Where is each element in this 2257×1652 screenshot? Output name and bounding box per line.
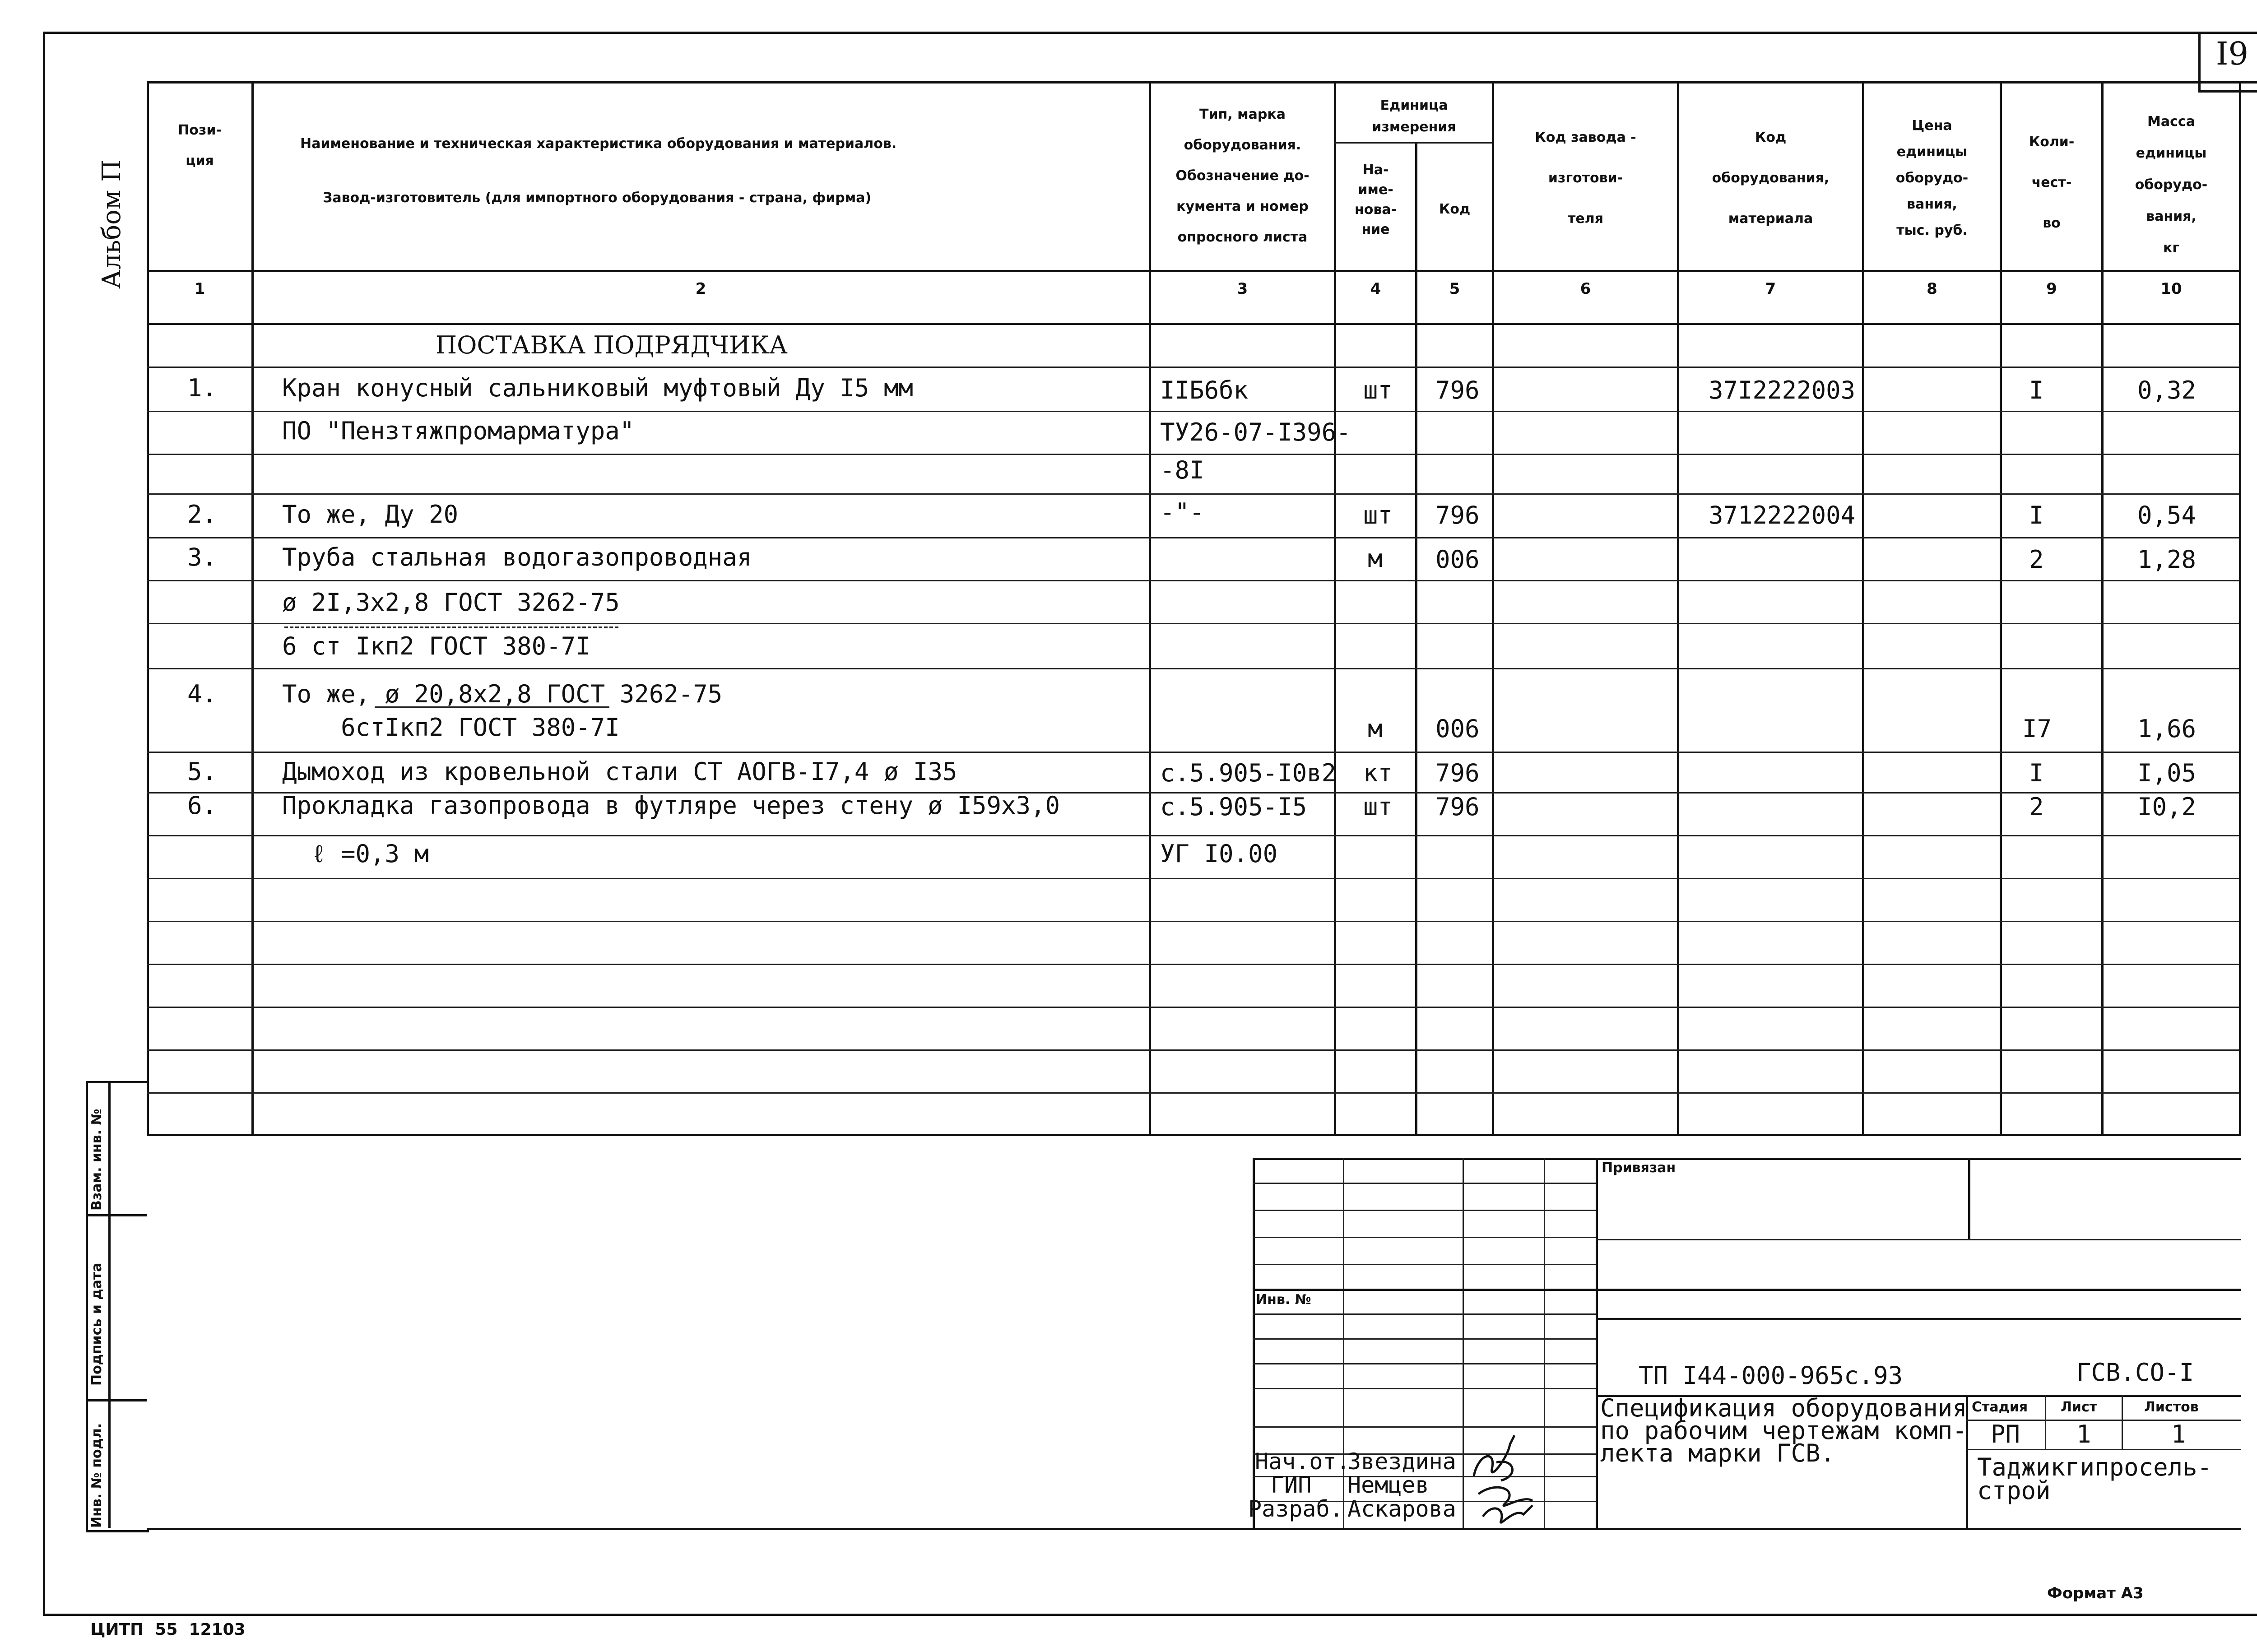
role-gip: ГИП <box>1271 1472 1312 1498</box>
doc-code: ТП I44-000-965с.93 <box>1639 1361 1903 1390</box>
colnum-3: 3 <box>1237 280 1248 298</box>
row-qty: I <box>2029 376 2044 404</box>
hdr-maker: Завод-изготовитель (для импортного оборудования - страна, фирма) <box>323 190 872 206</box>
stadia-label: Стадия <box>1972 1399 2028 1415</box>
row-type: с.5.905-I5 <box>1160 793 1307 821</box>
row-pos: 2. <box>187 500 217 529</box>
listov-value: 1 <box>2171 1420 2186 1448</box>
hdr-price: Цена единицы оборудо- вания, тыс. руб. <box>1895 118 1969 238</box>
footer-code: ЦИТП 55 12103 <box>90 1620 246 1639</box>
row-unit: м <box>1368 544 1383 573</box>
inv-no-label: Инв. № <box>1256 1292 1311 1308</box>
hdr-name: Наименование и техническая характеристика оборудования и материалов. <box>300 136 897 152</box>
row-mass: I0,2 <box>2137 793 2197 821</box>
row-pos: 5. <box>187 757 217 786</box>
list-label: Лист <box>2061 1399 2098 1415</box>
row-mass: I,05 <box>2137 759 2197 787</box>
row-qty: 2 <box>2029 793 2044 821</box>
privyazan-label: Привязан <box>1602 1160 1676 1176</box>
doc-description: Спецификация оборудования по рабочим чертежам комп- лекта марки ГСВ. <box>1600 1394 1967 1467</box>
org-name: Таджикгипросель- строй <box>1977 1453 2212 1505</box>
row-unit: шт <box>1363 793 1393 821</box>
row-name: Труба стальная водогазопроводная <box>282 543 752 571</box>
row-unit: м <box>1368 715 1383 743</box>
row-pos: 6. <box>187 791 217 820</box>
stadia-value: РП <box>1991 1420 2020 1448</box>
row-code: 796 <box>1435 793 1480 821</box>
row-code: 796 <box>1435 501 1480 529</box>
row-qty: I <box>2029 501 2044 529</box>
row-type: -8I <box>1160 456 1204 484</box>
colnum-9: 9 <box>2046 280 2057 298</box>
colnum-2: 2 <box>695 280 706 298</box>
row-name: ø 2I,3x2,8 ГОСТ 3262-75 <box>282 588 620 617</box>
role-nach-ot: Нач.от. <box>1255 1448 1350 1475</box>
row-code: 796 <box>1435 759 1480 787</box>
row-mat: 37I2222003 <box>1709 376 1856 404</box>
hdr-unit-name: На- име- нова- ние <box>1354 162 1397 237</box>
vzam-inv-label: Взам. инв. № <box>89 1109 105 1211</box>
row-code: 006 <box>1435 545 1480 574</box>
row-type: ТУ26-07-I396- <box>1160 418 1351 446</box>
hdr-unit: Единица измерения <box>1372 97 1456 135</box>
row-name: ℓ =0,3 м <box>282 840 429 868</box>
name-zvezdina: Звездина <box>1347 1448 1456 1475</box>
row-mat: 3712222004 <box>1709 501 1856 529</box>
podpis-data-label: Подпись и дата <box>89 1262 105 1386</box>
role-razrab: Разраб. <box>1248 1496 1343 1522</box>
colnum-10: 10 <box>2160 280 2182 298</box>
list-value: 1 <box>2076 1420 2091 1448</box>
colnum-1: 1 <box>194 280 205 298</box>
hdr-type: Тип, марка оборудования. Обозначение до- кумента и номер опросного листа <box>1175 107 1310 245</box>
row-name: 6 ст Iкп2 ГОСТ 380-7I <box>282 632 590 660</box>
row-pos: 4. <box>187 680 217 708</box>
album-label: Альбом П <box>97 159 126 289</box>
doc-mark: ГСВ.СО-I <box>2076 1358 2194 1387</box>
row-type: -"- <box>1160 498 1204 526</box>
row-pos: 1. <box>187 374 217 402</box>
format-label: Формат А3 <box>2047 1584 2144 1602</box>
hdr-mass: Масса единицы оборудо- вания, кг <box>2135 114 2208 256</box>
row-pos: 3. <box>187 543 217 571</box>
row-type: IIБ6бк <box>1160 376 1249 404</box>
row-qty: I7 <box>2022 715 2052 743</box>
colnum-8: 8 <box>1927 280 1937 298</box>
listov-label: Листов <box>2144 1399 2199 1415</box>
row-type: УГ I0.00 <box>1160 840 1278 868</box>
row-qty: I <box>2029 759 2044 787</box>
colnum-4: 4 <box>1370 280 1381 298</box>
row-type: с.5.905-I0в2 <box>1160 759 1337 787</box>
colnum-7: 7 <box>1765 280 1776 298</box>
row-name: Кран конусный сальниковый муфтовый Ду I5 мм <box>282 374 913 402</box>
colnum-5: 5 <box>1449 280 1460 298</box>
name-nemtsev: Немцев <box>1347 1472 1429 1498</box>
row-unit: шт <box>1363 376 1393 404</box>
signature-scribbles <box>1465 1426 1555 1530</box>
colnum-6: 6 <box>1580 280 1591 298</box>
row-name: Прокладка газопровода в футляре через стену ø I59x3,0 <box>282 791 1060 820</box>
hdr-factory: Код завода - изготови- теля <box>1535 130 1636 227</box>
page-number: I9 <box>2215 35 2249 72</box>
row-unit: шт <box>1363 501 1393 529</box>
row-mass: 0,54 <box>2137 501 2197 529</box>
hdr-pos: Пози- ция <box>178 122 222 169</box>
row-name: 6стIкп2 ГОСТ 380-7I <box>282 713 620 742</box>
inv-podl-label: Инв. № подл. <box>89 1423 105 1528</box>
row-name: ПО "Пензтяжпромарматура" <box>282 417 635 445</box>
row-code: 796 <box>1435 376 1480 404</box>
row-mass: 0,32 <box>2137 376 2197 404</box>
row-code: 006 <box>1435 715 1480 743</box>
row-mass: 1,28 <box>2137 545 2197 574</box>
name-askarova: Аскарова <box>1347 1496 1456 1522</box>
row-unit: кт <box>1363 759 1393 787</box>
row-name: То же, Ду 20 <box>282 500 459 529</box>
hdr-code: Код оборудования, материала <box>1712 130 1830 227</box>
row-name: Дымоход из кровельной стали СТ АОГВ-I7,4 ø I35 <box>282 757 957 786</box>
hdr-unit-code: Код <box>1439 201 1471 217</box>
section-title: ПОСТАВКА ПОДРЯДЧИКА <box>436 331 788 359</box>
row-mass: 1,66 <box>2137 715 2197 743</box>
hdr-qty: Коли- чест- во <box>2029 134 2075 231</box>
row-name: То же, ø 20,8x2,8 ГОСТ 3262-75 <box>282 680 723 708</box>
row-qty: 2 <box>2029 545 2044 574</box>
